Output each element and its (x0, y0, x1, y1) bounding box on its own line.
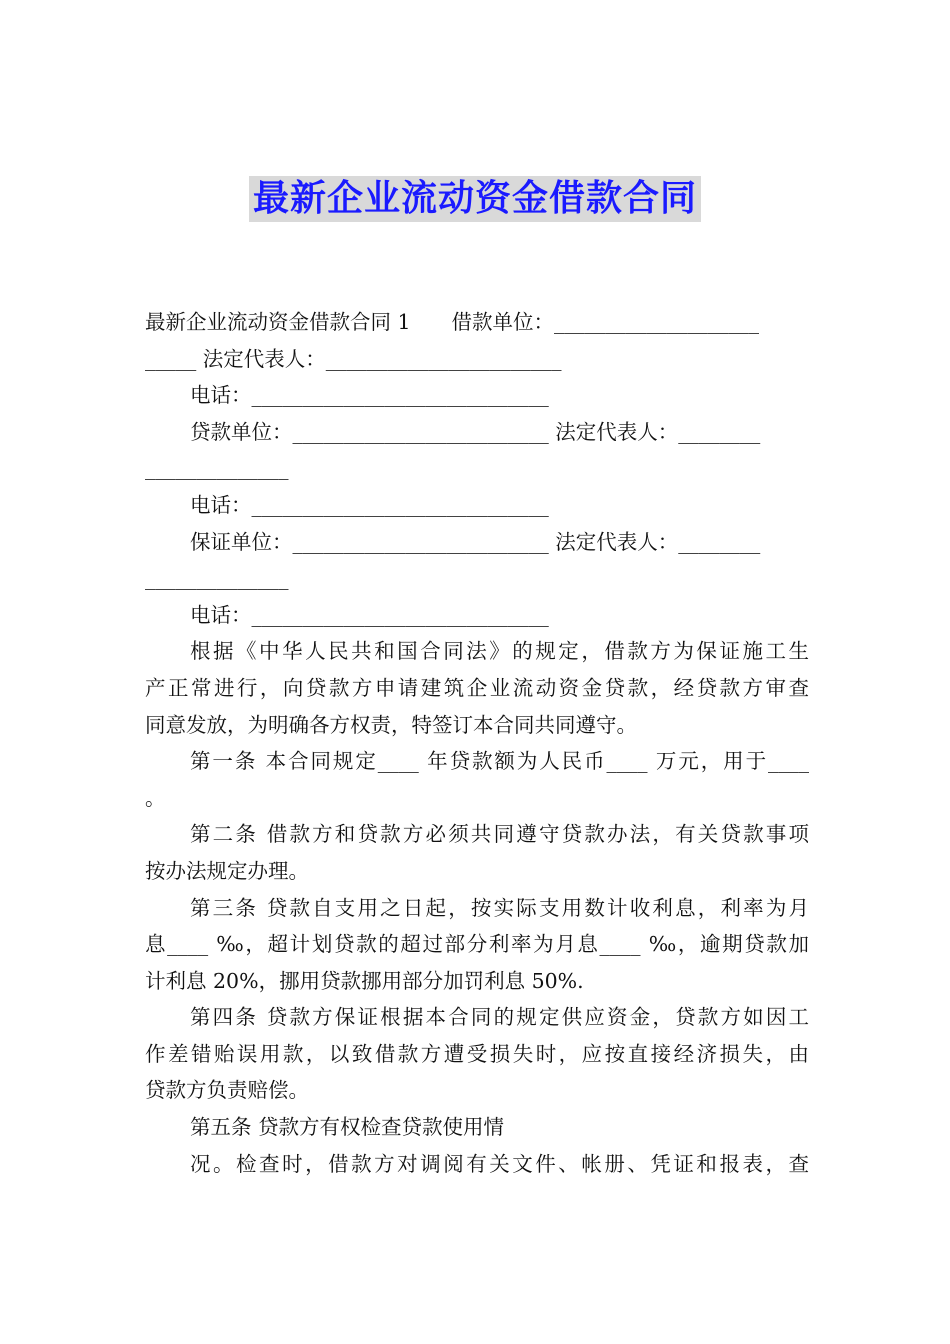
text-line: 贷款方负责赔偿。 (145, 1078, 309, 1103)
text-line: 作差错贻误用款，以致借款方遭受损失时，应按直接经济损失，由 (145, 1041, 809, 1066)
text-line: 贷款单位：_________________________ 法定代表人：________ (190, 419, 761, 444)
text-line: 息____ ‰，超计划贷款的超过部分利率为月息____ ‰，逾期贷款加 (145, 932, 809, 957)
text-line: 根据《中华人民共和国合同法》的规定，借款方为保证施工生 (190, 639, 809, 664)
text-line: 按办法规定办理。 (145, 858, 309, 883)
text-line: 电话：_____________________________ (190, 492, 549, 517)
text-line: 计利息 20%，挪用贷款挪用部分加罚利息 50%. (145, 968, 584, 993)
text-line: 第二条 借款方和贷款方必须共同遵守贷款办法，有关贷款事项 (190, 822, 809, 847)
title-wrap (0, 176, 950, 222)
text-line: 最新企业流动资金借款合同 1 借款单位：____________________ (145, 310, 760, 334)
text-line: 第三条 贷款自支用之日起，按实际支用数计收利息，利率为月 (190, 895, 809, 920)
document-body (145, 304, 809, 1182)
text-line: ______________ (145, 456, 289, 481)
text-line: 同意发放，为明确各方权责，特签订本合同共同遵守。 (145, 712, 637, 737)
text-line: 第一条 本合同规定____ 年贷款额为人民币____ 万元，用于____ (190, 749, 809, 774)
text-line: 第四条 贷款方保证根据本合同的规定供应资金，贷款方如因工 (190, 1005, 809, 1030)
text-line: 电话：_____________________________ (190, 602, 549, 627)
text-line: _____ 法定代表人：_______________________ (145, 346, 562, 371)
text-line: ______________ (145, 566, 289, 591)
text-line: 保证单位：_________________________ 法定代表人：________ (190, 529, 761, 554)
text-line: 况。检查时，借款方对调阅有关文件、帐册、凭证和报表，查 (190, 1151, 809, 1176)
text-line: 。 (145, 785, 166, 810)
text-line: 第五条 贷款方有权检查贷款使用情 (190, 1115, 505, 1140)
text-line: 电话：_____________________________ (190, 383, 549, 408)
text-line: 产正常进行，向贷款方申请建筑企业流动资金贷款，经贷款方审查 (145, 675, 809, 700)
document-title: 最新企业流动资金借款合同 (249, 176, 701, 222)
